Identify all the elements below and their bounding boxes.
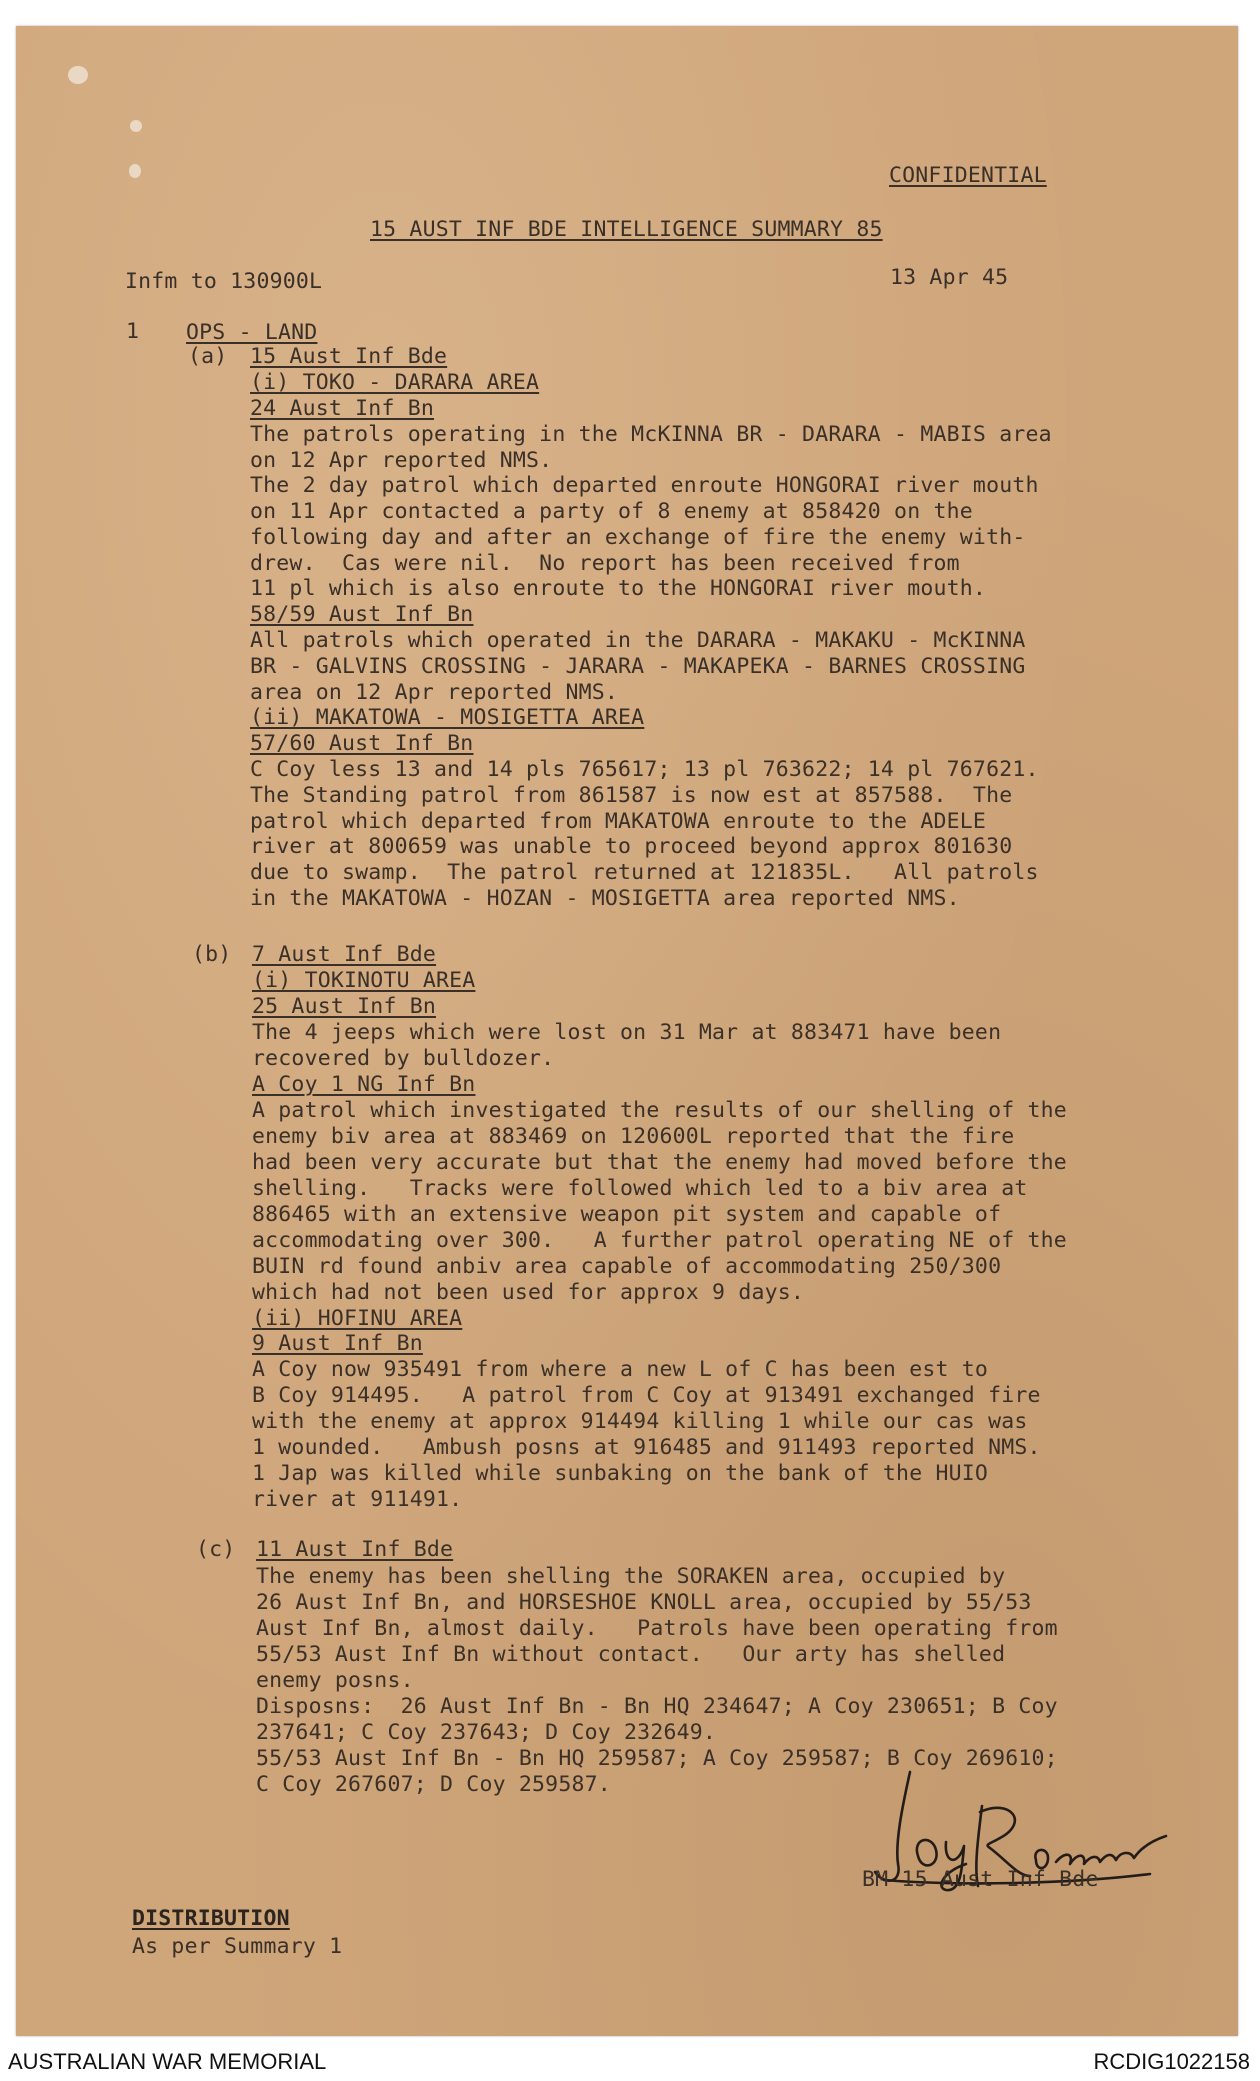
document-title: 15 AUST INF BDE INTELLIGENCE SUMMARY 85 [370,217,883,242]
text-line: C Coy 267607; D Coy 259587. [256,1772,611,1797]
unit-heading: 9 Aust Inf Bn [252,1331,423,1356]
section-heading: OPS - LAND [186,320,318,345]
distribution-text: As per Summary 1 [132,1934,343,1959]
text-line: accommodating over 300. A further patrol operating NE of the [252,1228,1067,1253]
text-line: The Standing patrol from 861587 is now est at 857588. The [250,783,1013,808]
subsection-title: 7 Aust Inf Bde [252,942,437,967]
text-line: in the MAKATOWA - HOZAN - MOSIGETTA area reported NMS. [250,886,960,911]
unit-heading: A Coy 1 NG Inf Bn [252,1072,476,1097]
text-line: on 12 Apr reported NMS. [250,448,553,473]
area-heading: (i) TOKINOTU AREA [252,968,476,993]
unit-heading: 58/59 Aust Inf Bn [250,602,474,627]
text-line: 1 Jap was killed while sunbaking on the bank of the HUIO [252,1461,989,1486]
paragraph [250,422,1052,601]
text-line: B Coy 914495. A patrol from C Coy at 913491 exchanged fire [252,1383,1041,1408]
text-line: The 4 jeeps which were lost on 31 Mar at 883471 have been [252,1020,1002,1045]
paragraph [256,1564,1058,1797]
area-heading: (ii) MAKATOWA - MOSIGETTA AREA [250,705,645,730]
text-line: Disposns: 26 Aust Inf Bn - Bn HQ 234647; A Coy 230651; B Coy [256,1694,1058,1719]
distribution-heading: DISTRIBUTION [132,1906,290,1931]
text-line: river at 911491. [252,1487,463,1512]
text-line: The patrols operating in the McKINNA BR - DARARA - MABIS area [250,422,1052,447]
text-line: river at 800659 was unable to proceed beyond approx 801630 [250,834,1013,859]
text-line: 11 pl which is also enroute to the HONGORAI river mouth. [250,576,987,601]
subsection-label: (b) [192,942,232,967]
footer-archive-name: AUSTRALIAN WAR MEMORIAL [8,2049,327,2074]
area-heading: (ii) HOFINU AREA [252,1306,463,1331]
paragraph [250,757,1039,911]
signature-block: BM 15 Aust Inf Bde [862,1867,1099,1892]
subsection-title: 15 Aust Inf Bde [250,344,448,369]
text-line: on 11 Apr contacted a party of 8 enemy at 858420 on the [250,499,973,524]
area-heading: (i) TOKO - DARARA AREA [250,370,540,395]
text-line: which had not been used for approx 9 days. [252,1280,805,1305]
text-line: Aust Inf Bn, almost daily. Patrols have been operating from [256,1616,1058,1641]
text-line: The 2 day patrol which departed enroute HONGORAI river mouth [250,473,1039,498]
text-line: with the enemy at approx 914494 killing 1 while our cas was [252,1409,1028,1434]
subsection-label: (a) [188,344,228,369]
text-line: had been very accurate but that the enemy had moved before the [252,1150,1067,1175]
unit-heading: 24 Aust Inf Bn [250,396,435,421]
text-line: area on 12 Apr reported NMS. [250,680,619,705]
paragraph [252,1357,1041,1512]
text-line: recovered by bulldozer. [252,1046,555,1071]
text-line: A patrol which investigated the results of our shelling of the [252,1098,1067,1123]
footer-item-id: RCDIG1022158 [1093,2049,1250,2074]
punch-hole [129,164,141,178]
text-line: 886465 with an extensive weapon pit system and capable of [252,1202,1002,1227]
text-line: C Coy less 13 and 14 pls 765617; 13 pl 763622; 14 pl 767621. [250,757,1039,782]
text-line: BUIN rd found anbiv area capable of accommodating 250/300 [252,1254,1002,1279]
punch-hole [130,120,142,132]
text-line: All patrols which operated in the DARARA - MAKAKU - McKINNA [250,628,1026,653]
paragraph [252,1098,1067,1305]
punch-hole [68,66,88,84]
classification-marking: CONFIDENTIAL [889,163,1047,188]
unit-heading: 57/60 Aust Inf Bn [250,731,474,756]
document-date: 13 Apr 45 [890,265,1009,290]
text-line: A Coy now 935491 from where a new L of C has been est to [252,1357,989,1382]
unit-heading: 25 Aust Inf Bn [252,994,437,1019]
infm-to: Infm to 130900L [125,269,323,294]
text-line: 1 wounded. Ambush posns at 916485 and 911493 reported NMS. [252,1435,1041,1460]
text-line: BR - GALVINS CROSSING - JARARA - MAKAPEKA - BARNES CROSSING [250,654,1026,679]
text-line: 55/53 Aust Inf Bn - Bn HQ 259587; A Coy 259587; B Coy 269610; [256,1746,1058,1771]
text-line: 26 Aust Inf Bn, and HORSESHOE KNOLL area, occupied by 55/53 [256,1590,1032,1615]
text-line: shelling. Tracks were followed which led to a biv area at [252,1176,1028,1201]
text-line: 237641; C Coy 237643; D Coy 232649. [256,1720,717,1745]
text-line: following day and after an exchange of fire the enemy with- [250,525,1026,550]
text-line: enemy posns. [256,1668,414,1693]
text-line: The enemy has been shelling the SORAKEN area, occupied by [256,1564,1006,1589]
subsection-title: 11 Aust Inf Bde [256,1537,454,1562]
text-line: patrol which departed from MAKATOWA enroute to the ADELE [250,809,987,834]
text-line: drew. Cas were nil. No report has been received from [250,551,960,576]
text-line: due to swamp. The patrol returned at 121835L. All patrols [250,860,1039,885]
section-number: 1 [126,319,140,344]
subsection-label: (c) [196,1537,236,1562]
text-line: enemy biv area at 883469 on 120600L reported that the fire [252,1124,1015,1149]
text-line: 55/53 Aust Inf Bn without contact. Our arty has shelled [256,1642,1006,1667]
paragraph [250,628,1026,716]
